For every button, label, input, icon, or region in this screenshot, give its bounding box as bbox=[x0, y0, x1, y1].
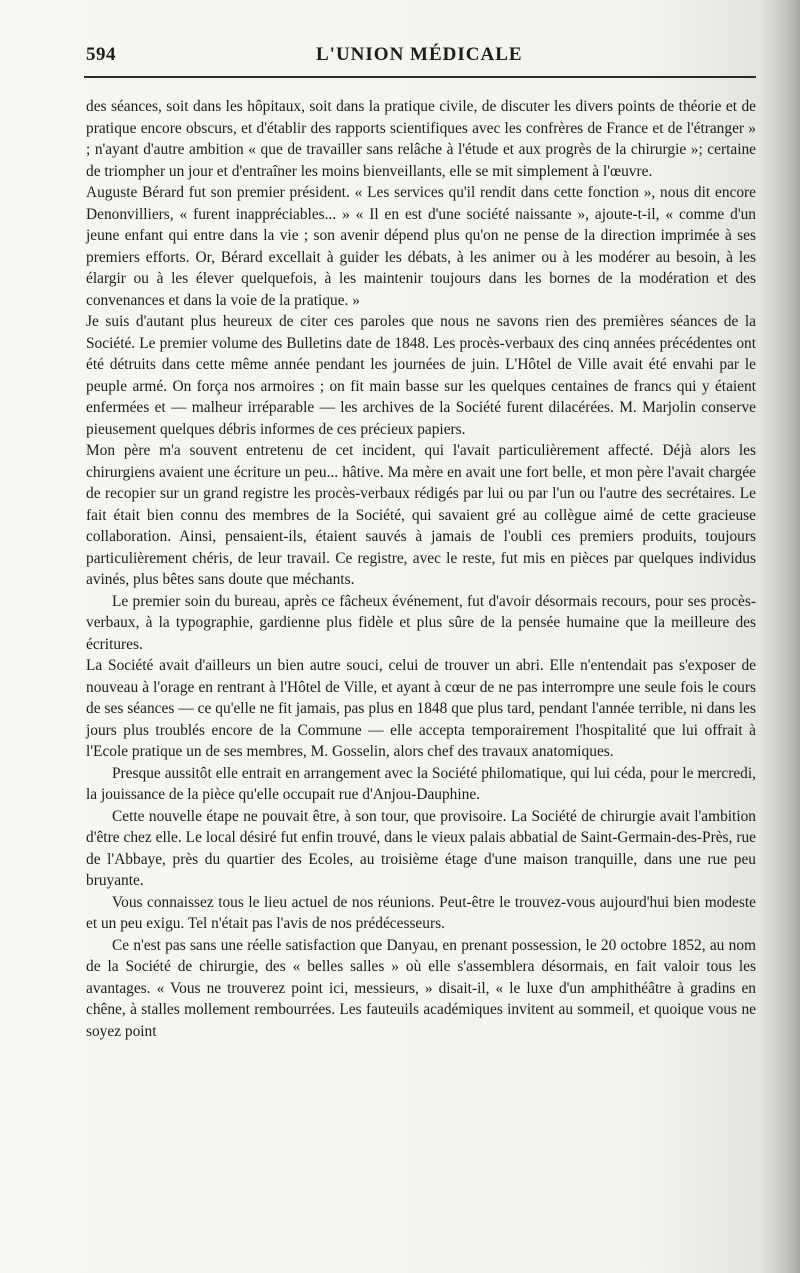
running-title: L'UNION MÉDICALE bbox=[316, 44, 523, 65]
paragraph: Cette nouvelle étape ne pouvait être, à son tour, que provisoire. La Société de chirurgie avait l'ambition d'être chez elle. Le local désiré fut enfin trouvé, dans le vieux palais abbatial de Saint-Germain-des-Près, rue de l'Abbaye, près du quartier des Ecoles, au troisième étage d'une maison tranquille, dans une rue peu bruyante. bbox=[86, 807, 756, 889]
paragraph: Presque aussitôt elle entrait en arrangement avec la Société philomatique, qui lui céda, pour le mercredi, la jouissance de la pièce qu'elle occupait rue d'Anjou-Dauphine. bbox=[86, 764, 756, 803]
paragraph: Ce n'est pas sans une réelle satisfaction que Danyau, en prenant possession, le 20 octobre 1852, au nom de la Société de chirurgie, des « belles salles » où elle s'assemblera désormais, en fait valoir tous les avantages. « Vous ne trouverez point ici, messieurs, » disait-il, « le luxe d'un amphithéâtre à gradins en chêne, à stalles mollement rembourrées. Les fauteuils académiques invitent au sommeil, et quoique vous ne soyez point bbox=[86, 936, 756, 1040]
paragraph: des séances, soit dans les hôpitaux, soit dans la pratique civile, de discuter les divers points de théorie et de pratique encore obscurs, et d'établir des rapports scientifiques avec les confrères de France et de l'étranger » ; n'ayant d'autre ambition « que de travailler sans relâche à l'étude et aux progrès de la chirurgie »; certaine de triompher un jour et d'entraîner les moins bienveillants, elle se mit simplement à l'œuvre. bbox=[86, 98, 756, 180]
body-text bbox=[86, 96, 756, 1042]
page-number: 594 bbox=[86, 44, 116, 65]
paragraph: Vous connaissez tous le lieu actuel de nos réunions. Peut-être le trouvez-vous aujourd'hui bien modeste et un peu exigu. Tel n'était pas l'avis de nos prédécesseurs. bbox=[86, 893, 756, 932]
paragraph: Mon père m'a souvent entretenu de cet incident, qui l'avait particulièrement affecté. Déjà alors les chirurgiens avaient une écriture un peu... hâtive. Ma mère en avait une fort belle, et mon père l'avait chargée de recopier sur un grand registre les procès-verbaux rédigés par lui ou par l'un ou l'autre des secrétaires. Le fait était bien connu des membres de la Société, qui savaient gré au collègue aimé de cette gracieuse collaboration. Ainsi, pensaient-ils, étaient sauvés à jamais de l'oubli ces premiers produits, toujours particulièrement chéris, de leur travail. Ce registre, avec le reste, fut mis en pièces par quelques individus avinés, plus bêtes sans doute que méchants. bbox=[86, 442, 756, 588]
paragraph: Le premier soin du bureau, après ce fâcheux événement, fut d'avoir désormais recours, pour ses procès-verbaux, à la typographie, gardienne plus fidèle et plus sûre de la pensée humaine que la meilleure des écritures. bbox=[86, 592, 756, 653]
paragraph: Auguste Bérard fut son premier président. « Les services qu'il rendit dans cette fonction », nous dit encore Denonvilliers, « furent inappréciables... » « Il en est d'une société naissante », ajoute-t-il, « comme d'un jeune enfant qui entre dans la vie ; son avenir dépend plus qu'on ne pense de la direction imprimée à ses premiers efforts. Or, Bérard excellait à guider les débats, à les animer ou à les modérer au besoin, à les élargir ou à les élever quelquefois, à les maintenir toujours dans les bornes de la modération et des convenances et dans la voie de la pratique. » bbox=[86, 184, 756, 309]
paragraph: La Société avait d'ailleurs un bien autre souci, celui de trouver un abri. Elle n'entendait pas s'exposer de nouveau à l'orage en rentrant à l'Hôtel de Ville, et ayant à cœur de ne pas interrompre une seule fois le cours de ses séances — ce qu'elle ne fit jamais, pas plus en 1848 que plus tard, pendant l'année terrible, ni dans les jours plus troublés encore de la Commune — elle accepta temporairement l'hospitalité que lui offrait à l'Ecole pratique un de ses membres, M. Gosselin, alors chef des travaux anatomiques. bbox=[86, 657, 756, 760]
paragraph: Je suis d'autant plus heureux de citer ces paroles que nous ne savons rien des premières séances de la Société. Le premier volume des Bulletins date de 1848. Les procès-verbaux des cinq années précédentes ont été détruits dans cette même année pendant les journées de juin. L'Hôtel de Ville avait été envahi par le peuple armé. On força nos armoires ; on fit main basse sur les quelques centaines de francs qui y étaient enfermées et — malheur irréparable — les archives de la Société furent dilacérées. M. Marjolin conserve pieusement quelques débris informes de ces précieux papiers. bbox=[86, 313, 756, 438]
page-edge-shadow bbox=[760, 0, 800, 1273]
header-rule bbox=[84, 76, 756, 78]
page-header bbox=[86, 44, 756, 68]
